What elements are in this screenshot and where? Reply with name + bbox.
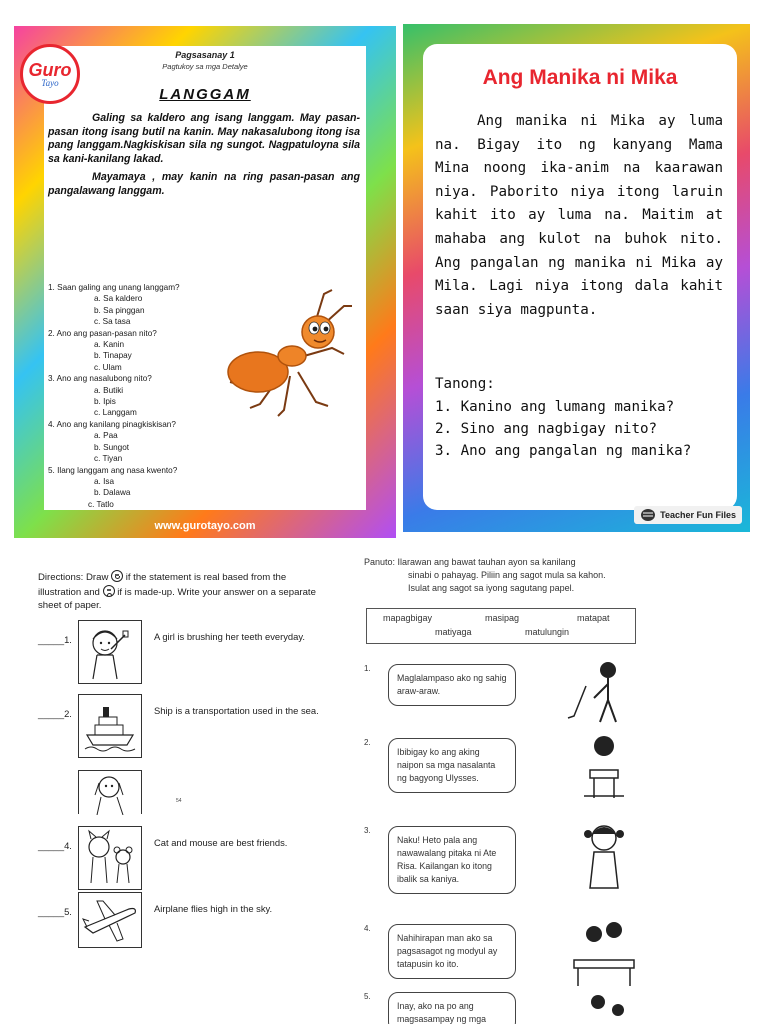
teacher-fun-files-icon — [640, 508, 656, 522]
answer-blank: _____5. — [38, 906, 72, 917]
picture-box — [78, 770, 142, 814]
answer-option: c. Tiyan — [94, 454, 123, 464]
answer-option: c. Langgam — [94, 408, 137, 418]
credit-text: Teacher Fun Files — [660, 510, 736, 520]
answer-option: b. Ipis — [94, 397, 116, 407]
mother-and-child-icon — [564, 988, 644, 1024]
credit-badge — [634, 506, 742, 524]
answer-option: a. Isa — [94, 476, 115, 486]
statement-text: Airplane flies high in the sky. — [154, 903, 273, 914]
word-choice: matulungin — [525, 627, 570, 637]
word-choice: matapat — [577, 613, 610, 623]
speech-bubble: Maglalampaso ako ng sahig araw-araw. — [388, 664, 516, 706]
worksheet-kicker: Pagsasanay 1 — [175, 50, 235, 60]
speech-bubble: Naku! Heto pala ang nawawalang pitaka ni Ate Risa. Kailangan ko itong ibalik sa kaniya. — [388, 826, 516, 894]
answer-option: c. Ulam — [94, 362, 122, 372]
directions-part: Directions: Draw — [38, 572, 109, 583]
worksheet-subkicker: Pagtukoy sa mga Detalye — [162, 62, 248, 71]
children-studying-icon — [564, 916, 644, 994]
item-number: 5. — [364, 992, 371, 1001]
speech-bubble: Ibibigay ko ang aking naipon sa mga nasalanta ng bagyong Ulysses. — [388, 738, 516, 793]
question: 3. Ano ang nasalubong nito? — [48, 374, 152, 384]
answer-option: a. Butiki — [94, 385, 124, 395]
directions-line: sinabi o pahayag. Piliin ang sagot mula sa kahon. — [408, 570, 606, 580]
question: 1. Saan galing ang unang langgam? — [48, 283, 180, 292]
story-text — [48, 112, 360, 204]
directions-text — [364, 556, 664, 595]
ship-icon — [79, 695, 141, 757]
question: 4. Ano ang kanilang pinagkiskisan? — [48, 419, 176, 429]
airplane-icon — [79, 893, 141, 947]
panuto-worksheet — [352, 552, 768, 1024]
answer-option: b. Sa pinggan — [94, 305, 145, 315]
answer-option: a. Kanin — [94, 340, 125, 350]
gurotayo-logo — [20, 44, 80, 104]
directions-text — [38, 570, 326, 613]
answer-blank: _____1. — [38, 634, 72, 645]
question-list — [435, 396, 691, 462]
worksheet-paper — [44, 46, 366, 510]
questions-label: Tanong: — [435, 376, 495, 392]
word-choice: masipag — [485, 613, 520, 623]
statement-text: Ship is a transportation used in the sea. — [154, 705, 319, 716]
answer-option: c. Tatlo — [88, 499, 114, 509]
question: 5. Ilang langgam ang nasa kwento? — [48, 465, 178, 475]
cat-and-mouse-icon — [79, 827, 141, 889]
statement-row — [38, 620, 328, 686]
speech-bubble: Inay, ako na po ang magsasampay ng mga — [388, 992, 516, 1024]
statement-row — [38, 892, 328, 958]
answer-option: a. Sa kaldero — [94, 294, 143, 304]
girl-at-table-icon — [564, 730, 644, 808]
page-number: 54 — [176, 798, 182, 804]
logo-word: Guro — [28, 59, 72, 80]
statement-text: Cat and mouse are best friends. — [154, 837, 288, 848]
girl-with-wallet-icon — [564, 818, 644, 896]
reading-title: Ang Manika ni Mika — [482, 66, 678, 89]
girl-brushing-teeth-icon — [79, 621, 141, 683]
langgam-worksheet — [14, 26, 396, 538]
question-list — [48, 282, 248, 510]
dog-icon — [79, 771, 141, 815]
reading-passage — [435, 110, 723, 322]
directions-line: Isulat ang sagot sa iyong sagutang papel. — [408, 583, 575, 593]
story-paragraph: Mayamaya , may kanin na ring pasan-pasan ang pangalawang langgam. — [48, 171, 360, 197]
answer-option: b. Sungot — [94, 442, 130, 452]
picture-box — [78, 892, 142, 948]
boy-mopping-icon — [564, 656, 644, 734]
word-choice: mapagbigay — [383, 613, 433, 623]
picture-box — [78, 620, 142, 684]
story-paragraph: Galing sa kaldero ang isang langgam. May pasan-pasan itong isang butil na kanin. May nakasalubong itong isa pang langgam.Nagkiskisan sila ng sungot. Nagpatuloyna sila sa kani-kanilang lakad. — [48, 112, 360, 165]
answer-blank: _____4. — [38, 840, 72, 851]
website-footer: www.gurotayo.com — [154, 520, 256, 532]
item-number: 4. — [364, 924, 371, 933]
manika-reading-card — [403, 24, 750, 532]
item-number: 2. — [364, 738, 371, 747]
smiley-face-icon — [111, 570, 123, 582]
question: 1. Kanino ang lumang manika? — [435, 399, 675, 415]
item-number: 3. — [364, 826, 371, 835]
answer-option: b. Dalawa — [94, 488, 131, 498]
picture-box — [78, 826, 142, 890]
answer-blank: _____2. — [38, 708, 72, 719]
question: 2. Ano ang pasan-pasan nito? — [48, 328, 157, 338]
item-number: 1. — [364, 664, 371, 673]
directions-part: if is made-up. Write your answer on a separate sheet of paper. — [38, 586, 316, 612]
word-choice: matiyaga — [435, 627, 472, 637]
real-or-madeup-worksheet — [0, 556, 340, 1024]
picture-box — [78, 694, 142, 758]
question: 2. Sino ang nagbigay nito? — [435, 421, 658, 437]
answer-option: c. Sa tasa — [94, 317, 131, 327]
ant-illustration — [220, 284, 360, 424]
answer-option: b. Tinapay — [94, 351, 132, 361]
sad-face-icon — [103, 585, 115, 597]
statement-row — [38, 826, 328, 892]
logo-subword: Tayo — [41, 77, 59, 88]
story-title: LANGGAM — [159, 86, 251, 103]
word-choices-box — [366, 608, 636, 644]
statement-text: A girl is brushing her teeth everyday. — [154, 631, 305, 642]
statement-row — [38, 694, 328, 760]
answer-option: a. Paa — [94, 431, 118, 441]
reading-card-paper — [423, 44, 737, 510]
directions-line: Panuto: Ilarawan ang bawat tauhan ayon sa kanilang — [364, 557, 576, 567]
passage-text: Ang manika ni Mika ay luma na. Bigay ito ng kanyang Mama Mina noong ika-anim na kaarawan niya. Paborito niya itong laruin kahit ito ay luma na. Maitim at mahaba ang kulot na buhok nito. Ang pangalan ng manika ni Mika ay Mila. Lagi niya itong dala kahit saan siya magpunta. — [435, 113, 723, 318]
speech-bubble: Nahihirapan man ako sa pagsasagot ng modyul ay tatapusin ko ito. — [388, 924, 516, 979]
directions-part: if the statement is real based from the illustration and — [38, 572, 287, 598]
question: 3. Ano ang pangalan ng manika? — [435, 443, 692, 459]
